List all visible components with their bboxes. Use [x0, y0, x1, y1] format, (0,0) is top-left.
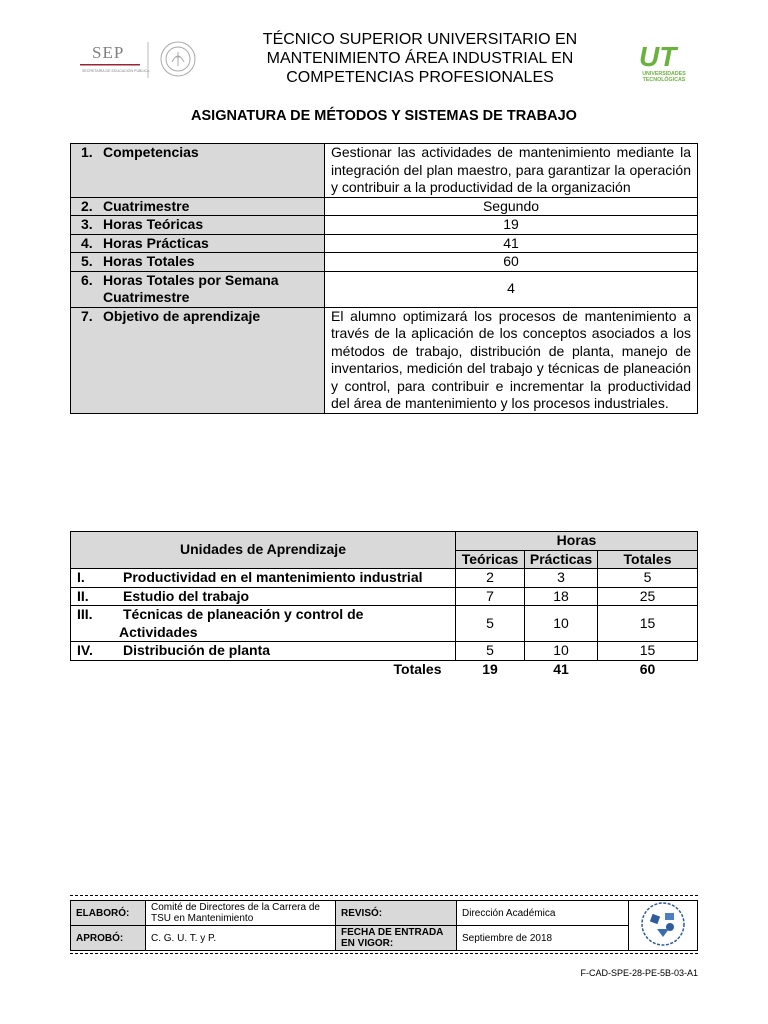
info-label: 4. Horas Prácticas [71, 234, 325, 253]
info-value: El alumno optimizará los procesos de mantenimiento a través de la aplicación de los conceptos asociados a los métodos de trabajo, distribución de planta, manejo de inventarios, medición del trabajo y técnicas de planeación y control, para contribuir e incrementar la productividad del área de mantenimiento y los procesos industriales. [325, 307, 698, 413]
info-label: 1. Competencias [71, 144, 325, 198]
unit-tot: 25 [598, 587, 698, 606]
info-value: 19 [325, 216, 698, 235]
aprobo-value: C. G. U. T. y P. [146, 926, 336, 951]
info-value: Gestionar las actividades de mantenimiento mediante la integración del plan maestro, para garantizar la operación y contribuir a la productividad de la organización [325, 144, 698, 198]
course-info-table [70, 143, 698, 414]
info-row-cuatrimestre [71, 197, 698, 216]
unit-prac: 10 [525, 642, 598, 661]
unit-prac: 3 [525, 569, 598, 588]
mexico-seal-icon [161, 42, 195, 76]
unit-row [71, 569, 698, 588]
document-code: F-CAD-SPE-28-PE-5B-03-A1 [580, 968, 698, 978]
fecha-value: Septiembre de 2018 [457, 926, 629, 951]
fecha-label: FECHA DE ENTRADA EN VIGOR: [336, 926, 457, 951]
info-row-horas-totales [71, 253, 698, 272]
unit-prac: 10 [525, 606, 598, 642]
footer-divider [70, 953, 698, 954]
unit-row [71, 587, 698, 606]
elaboro-value: Comité de Directores de la Carrera de TSU en Mantenimiento [146, 901, 336, 926]
unit-tot: 15 [598, 606, 698, 642]
totals-row [71, 660, 698, 678]
unit-teo: 5 [456, 642, 525, 661]
unit-teo: 2 [456, 569, 525, 588]
info-value: 60 [325, 253, 698, 272]
col-totales: Totales [598, 550, 698, 569]
total-prac: 41 [553, 660, 569, 677]
program-title-line: COMPETENCIAS PROFESIONALES [286, 69, 554, 86]
program-title-line: TÉCNICO SUPERIOR UNIVERSITARIO EN [262, 31, 578, 48]
unit-tot: 5 [598, 569, 698, 588]
unit-name: III. Técnicas de planeación y control de Actividades [71, 606, 456, 642]
total-teo: 19 [482, 660, 498, 677]
sep-logo-text: SEP [92, 43, 125, 62]
info-row-objetivo [71, 307, 698, 413]
sep-logo-subtitle: SECRETARÍA DE EDUCACIÓN PÚBLICA [82, 69, 150, 73]
unit-row [71, 642, 698, 661]
info-row-horas-practicas [71, 234, 698, 253]
reviso-value: Dirección Académica [457, 901, 629, 926]
col-practicas: Prácticas [525, 550, 598, 569]
ut-logo-text: UT [639, 41, 677, 72]
unit-name: II. Estudio del trabajo [71, 587, 456, 606]
unit-row [71, 606, 698, 642]
approval-footer-table [70, 900, 698, 951]
units-header: Unidades de Aprendizaje [71, 532, 456, 569]
aprobo-label: APROBÓ: [71, 926, 146, 951]
info-value: 41 [325, 234, 698, 253]
footer-seal [629, 901, 698, 951]
info-row-competencias [71, 144, 698, 198]
subject-title: ASIGNATURA DE MÉTODOS Y SISTEMAS DE TRABAJO [191, 108, 577, 124]
info-label: 2. Cuatrimestre [71, 197, 325, 216]
seal-icon [638, 901, 688, 947]
info-value: Segundo [325, 197, 698, 216]
info-value: 4 [325, 271, 698, 307]
info-row-horas-semana [71, 271, 698, 307]
info-label: 7. Objetivo de aprendizaje [71, 307, 325, 413]
ut-logo [636, 38, 692, 86]
totals-label: Totales [393, 660, 442, 677]
info-label: 6. Horas Totales por Semana Cuatrimestre [71, 271, 325, 307]
elaboro-label: ELABORÓ: [71, 901, 146, 926]
program-title-line: MANTENIMIENTO ÁREA INDUSTRIAL EN [266, 50, 574, 67]
unit-name: IV. Distribución de planta [71, 642, 456, 661]
info-label: 5. Horas Totales [71, 253, 325, 272]
info-label: 3. Horas Teóricas [71, 216, 325, 235]
program-title [200, 30, 640, 87]
hours-header: Horas [456, 532, 698, 551]
learning-units-table [70, 531, 698, 678]
total-tot: 60 [639, 660, 656, 677]
footer-divider [70, 895, 698, 896]
unit-teo: 7 [456, 587, 525, 606]
unit-tot: 15 [598, 642, 698, 661]
unit-prac: 18 [525, 587, 598, 606]
ut-logo-subtitle: TECNOLÓGICAS [642, 77, 686, 83]
reviso-label: REVISÓ: [336, 901, 457, 926]
col-teoricas: Teóricas [456, 550, 525, 569]
unit-teo: 5 [456, 606, 525, 642]
ut-logo-subtitle: UNIVERSIDADES [642, 71, 686, 77]
sep-logo [76, 38, 200, 80]
unit-name: I. Productividad en el mantenimiento industrial [71, 569, 456, 588]
info-row-horas-teoricas [71, 216, 698, 235]
